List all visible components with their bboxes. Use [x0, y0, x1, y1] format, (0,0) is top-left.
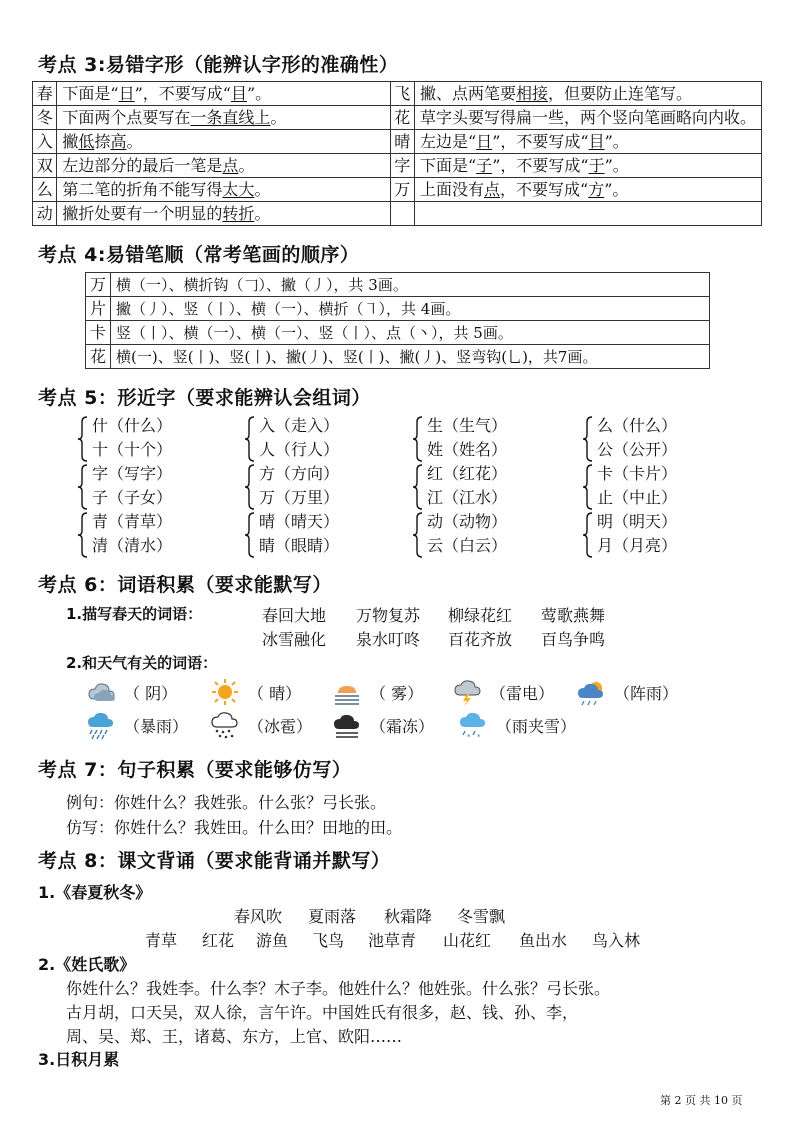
imitation-sentence: 仿写：你姓什么？我姓田。什么田？田地的田。	[66, 818, 403, 837]
pair-word: 云（白云）	[427, 536, 508, 555]
character-cell	[390, 202, 414, 226]
frost-icon	[332, 710, 362, 740]
section-3-heading: 考点 3:易错字形（能辨认字形的准确性）	[38, 54, 399, 76]
stroke-order-cell: 竖（丨）、横（一）、横（一）、竖（丨）、点（丶），共 5画。	[111, 321, 710, 345]
page-number: 第 2 页 共 10 页	[660, 1094, 743, 1107]
tip-text: 撇	[62, 131, 79, 151]
tip-text: 左边部分的最后一笔是	[62, 155, 223, 175]
pair-word: 晴（晴天）	[259, 512, 340, 531]
tip-text: 撇、点两笔要	[419, 83, 516, 103]
pair-word: 子（子女）	[92, 488, 173, 507]
spring-word: 万物复苏	[356, 606, 421, 625]
weather-label: （阵雨）	[614, 684, 679, 703]
pair-word: 江（江水）	[427, 488, 508, 507]
svg-text:*: *	[477, 733, 481, 740]
character-cell: 飞	[390, 82, 414, 106]
underlined-text: 子	[476, 155, 493, 175]
tip-text: 。	[254, 179, 271, 199]
weather-label: （冰雹）	[248, 717, 313, 736]
character-cell: 万	[390, 178, 414, 202]
table-row	[86, 273, 710, 297]
character-cell: 花	[86, 345, 111, 369]
pair-word: 十（十个）	[92, 440, 173, 459]
table-row	[33, 82, 762, 106]
section-6-heading: 考点 6：词语积累（要求能默写）	[38, 574, 332, 596]
weather-words-label: 2.和天气有关的词语：	[66, 654, 218, 672]
tip-text: ”。	[604, 131, 629, 151]
character-cell: 字	[390, 154, 414, 178]
brace-icon	[245, 464, 255, 510]
tip-cell	[414, 130, 761, 154]
tip-text: 。	[254, 203, 271, 223]
rainstorm-icon	[86, 710, 116, 740]
pair-word: 明（明天）	[597, 512, 678, 531]
pair-word: 卡（卡片）	[597, 464, 678, 483]
weather-label: （雷电）	[490, 684, 555, 703]
pair-word: 止（中止）	[597, 488, 678, 507]
character-cell: 么	[33, 178, 57, 202]
spring-words-label: 1.描写春天的词语：	[66, 605, 203, 623]
table-row	[33, 106, 762, 130]
table-row	[33, 202, 762, 226]
poem-phrase: 秋霜降	[384, 907, 433, 926]
character-cell: 片	[86, 297, 111, 321]
poem-1-title: 1.《春夏秋冬》	[38, 883, 152, 902]
table-row	[86, 321, 710, 345]
spring-word: 柳绿花红	[448, 606, 513, 625]
underlined-text: 一条直线上	[190, 107, 271, 127]
underlined-text: 于	[588, 155, 605, 175]
stroke-order-cell: 横(一)、竖(丨)、竖(丨)、撇(丿)、竖(丨)、撇(丿)、竖弯钩(乚)，共7画。	[111, 345, 710, 369]
underlined-text: 转折	[222, 203, 255, 223]
stroke-order-cell: 撇（丿）、竖（丨）、横（一）、横折（㇕），共 4画。	[111, 297, 710, 321]
poem-phrase: 飞鸟	[312, 931, 345, 950]
poem-line: 你姓什么？我姓李。什么李？木子李。他姓什么？他姓张。什么张？弓长张。	[66, 979, 611, 998]
brace-icon	[78, 416, 88, 462]
pair-word: 方（方向）	[259, 464, 340, 483]
brace-icon	[583, 464, 593, 510]
pair-word: 姓（姓名）	[427, 440, 508, 459]
table-row	[33, 130, 762, 154]
tip-text: ”。	[604, 155, 629, 175]
brace-icon	[413, 416, 423, 462]
tip-text: ，但要防止连笔写。	[548, 83, 693, 103]
tip-text: 左边是“	[419, 131, 477, 151]
poem-phrase: 鸟入林	[592, 931, 641, 950]
underlined-text: 点	[484, 179, 501, 199]
table-row	[86, 297, 710, 321]
tip-cell	[57, 178, 390, 202]
tip-text: 下面是“	[419, 155, 477, 175]
thunderstorm-icon	[452, 677, 482, 707]
spring-word: 百鸟争鸣	[541, 630, 606, 649]
tip-text: ”，不要写成“	[492, 155, 589, 175]
pair-word: 青（青草）	[92, 512, 173, 531]
pair-word: 字（写字）	[92, 464, 173, 483]
tip-cell	[57, 130, 390, 154]
poem-phrase: 红花	[202, 931, 235, 950]
character-cell: 双	[33, 154, 57, 178]
tip-cell	[414, 178, 761, 202]
poem-phrase: 春风吹	[234, 907, 283, 926]
table-row	[33, 154, 762, 178]
tip-text: ”。	[247, 83, 272, 103]
underlined-text: 高	[110, 131, 127, 151]
tip-text: ”，不要写成“	[134, 83, 231, 103]
fog-icon	[332, 677, 362, 707]
pair-word: 么（什么）	[597, 416, 678, 435]
pair-word: 睛（眼睛）	[259, 536, 340, 555]
weather-label: （ 雾）	[370, 684, 424, 703]
table-row	[86, 345, 710, 369]
pair-word: 月（月亮）	[597, 536, 678, 555]
pair-word: 动（动物）	[427, 512, 508, 531]
poem-phrase: 山花红	[443, 931, 492, 950]
weather-label: （ 晴）	[248, 684, 302, 703]
tip-text: 。	[238, 155, 255, 175]
tip-cell	[414, 106, 761, 130]
spring-word: 莺歌燕舞	[541, 606, 606, 625]
tip-text: ”。	[604, 179, 629, 199]
weather-label: （ 阴）	[124, 684, 178, 703]
tip-text: 撇折处要有一个明显的	[62, 203, 223, 223]
character-cell: 春	[33, 82, 57, 106]
sunny-icon	[210, 677, 240, 707]
section-5-heading: 考点 5：形近字（要求能辨认会组词）	[38, 387, 371, 409]
brace-icon	[413, 464, 423, 510]
character-cell: 花	[390, 106, 414, 130]
section-7-heading: 考点 7：句子积累（要求能够仿写）	[38, 759, 352, 781]
shape-error-table	[32, 81, 762, 226]
brace-icon	[78, 512, 88, 558]
poem-phrase: 鱼出水	[519, 931, 568, 950]
tip-text: ”，不要写成“	[492, 131, 589, 151]
tip-text: 下面两个点要写在	[62, 107, 191, 127]
tip-cell	[414, 202, 761, 226]
underlined-text: 目	[588, 131, 605, 151]
underlined-text: 点	[222, 155, 239, 175]
underlined-text: 日	[118, 83, 135, 103]
spring-word: 泉水叮咚	[356, 630, 421, 649]
poem-phrase: 青草	[145, 931, 178, 950]
tip-text: 捺	[94, 131, 111, 151]
table-row	[33, 178, 762, 202]
brace-icon	[245, 512, 255, 558]
poem-line: 古月胡，口天吴，双人徐，言午许。中国姓氏有很多，赵、钱、孙、李，	[66, 1003, 579, 1022]
character-cell: 动	[33, 202, 57, 226]
pair-word: 生（生气）	[427, 416, 508, 435]
brace-icon	[78, 464, 88, 510]
tip-text: ，不要写成“	[500, 179, 589, 199]
tip-text: 第二笔的折角不能写得	[62, 179, 223, 199]
poem-phrase: 夏雨落	[308, 907, 357, 926]
pair-word: 入（走入）	[259, 416, 340, 435]
spring-word: 冰雪融化	[262, 630, 327, 649]
underlined-text: 相接	[516, 83, 549, 103]
tip-cell	[57, 106, 390, 130]
underlined-text: 方	[588, 179, 605, 199]
pair-word: 红（红花）	[427, 464, 508, 483]
poem-line: 周、吴、郑、王，诸葛、东方，上官、欧阳……	[66, 1027, 403, 1046]
tip-cell	[414, 82, 761, 106]
underlined-text: 太大	[222, 179, 255, 199]
tip-text: 。	[270, 107, 287, 127]
brace-icon	[245, 416, 255, 462]
stroke-order-table	[85, 272, 710, 369]
spring-word: 百花齐放	[448, 630, 513, 649]
pair-word: 人（行人）	[259, 440, 340, 459]
poem-phrase: 池草青	[368, 931, 417, 950]
underlined-text: 目	[230, 83, 247, 103]
pair-word: 万（万里）	[259, 488, 340, 507]
tip-cell	[414, 154, 761, 178]
brace-icon	[413, 512, 423, 558]
section-8-heading: 考点 8：课文背诵（要求能背诵并默写）	[38, 850, 391, 872]
sleet-icon	[458, 710, 488, 740]
pair-word: 清（清水）	[92, 536, 173, 555]
poem-phrase: 冬雪飘	[457, 907, 506, 926]
tip-cell	[57, 154, 390, 178]
spring-word: 春回大地	[262, 606, 327, 625]
svg-text:*: *	[467, 733, 471, 740]
tip-text: 。	[126, 131, 143, 151]
character-cell: 入	[33, 130, 57, 154]
tip-text: 下面是“	[62, 83, 119, 103]
shower-icon	[576, 677, 606, 707]
hail-icon	[210, 710, 240, 740]
tip-cell	[57, 82, 390, 106]
pair-word: 公（公开）	[597, 440, 678, 459]
poem-2-title: 2.《姓氏歌》	[38, 955, 136, 974]
character-cell: 冬	[33, 106, 57, 130]
character-cell: 卡	[86, 321, 111, 345]
example-sentence: 例句：你姓什么？我姓张。什么张？弓长张。	[66, 793, 387, 812]
weather-label: （雨夹雪）	[496, 717, 577, 736]
underlined-text: 日	[476, 131, 493, 151]
tip-text: 草字头要写得扁一些，两个竖向笔画略向内收。	[419, 107, 756, 127]
tip-cell	[57, 202, 390, 226]
weather-label: （暴雨）	[124, 717, 189, 736]
stroke-order-cell: 横（一）、横折钩（𠃌）、撇（丿），共 3画。	[111, 273, 710, 297]
brace-icon	[583, 416, 593, 462]
underlined-text: 低	[78, 131, 95, 151]
character-cell: 晴	[390, 130, 414, 154]
tip-text: 上面没有	[419, 179, 484, 199]
poem-phrase: 游鱼	[256, 931, 289, 950]
weather-label: （霜冻）	[370, 717, 435, 736]
brace-icon	[583, 512, 593, 558]
character-cell: 万	[86, 273, 111, 297]
cloudy-icon	[86, 677, 116, 707]
section-4-heading: 考点 4:易错笔顺（常考笔画的顺序）	[38, 244, 360, 266]
daily-accumulation-title: 3.日积月累	[38, 1050, 120, 1069]
pair-word: 什（什么）	[92, 416, 173, 435]
